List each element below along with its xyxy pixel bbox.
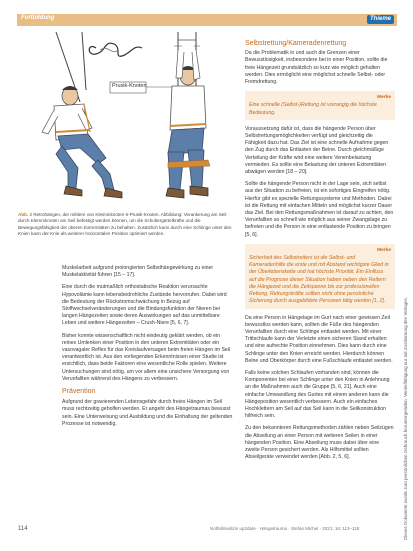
- header-bar: [17, 14, 397, 26]
- note-label: Merke: [377, 247, 391, 253]
- figure-label: Prusik-Knoten: [112, 83, 147, 89]
- note-box: [245, 91, 395, 120]
- section-tag: Fortbildung: [21, 15, 55, 21]
- right-column: [245, 40, 395, 466]
- note-body: Eine schnelle (Selbst-)Rettung ist vorrangig die höchste Bedeutung.: [249, 102, 377, 116]
- page-number: 114: [18, 526, 28, 532]
- paragraph: Da eine Person in Hängelage im Gurt nach einer gewissen Zeit bewusstlos werden kann, sollten die Füße des hängenden Verunfallten durch eine Schlinge entlastet werden. Mit einer Trittschlaufe kann der Verletzte einen sicheren Stand erhalten und eine aufrechte Position einnehmen. Dies kann durch eine Schlinge unter den Knien erreicht werden. Hierdurch können Beine und Oberkörper durch eine Fußschlaufe entlastet werden.: [245, 314, 393, 364]
- section-heading-rescue: Selbstrettung/Kameradenrettung: [245, 40, 347, 47]
- figure-illustration: [18, 32, 234, 210]
- knot-graphic: [89, 43, 142, 56]
- note-body: Sicherheit des Selbstretters ist die Selbst- und Kameradenhilfe die erste und mit Abstand wichtigste Glied in der Überlebenskette und hat höchste Priorität. Ein Einfluss auf die Prognose dieser Situation haben neben den Rettern die Hängezeit und die Zeitspanne bis zur professionellen Rettung. Rettungskräfte sollten nicht ohne persönliche Sicherung durch ausgebildete Personen tätig werden [1, 2].: [249, 255, 389, 305]
- paragraph: Eine durch die mutmaßlich orthostatische Reaktion verursachte Hypovolämie kann lebensbedrohliche Zustände hervorrufen. Dabei wird die Bedeutung der Rückstromschwächung in Bezug auf Stoffwechselveränderungen und die Bindungsfunktion der Nieren bei langen Hängezeiten sowie deren Auswirkungen auf das unmittelbare Leben und weitere Hängezeiten – Crush-Niere [5, 6, 7].: [62, 284, 227, 327]
- note-label: Merke: [377, 95, 391, 101]
- rope-left-2: [82, 32, 86, 90]
- paragraph: Bisher konnte wissenschaftlich nicht eindeutig geklärt werden, ob ein reines Umlenken einer Position in den unteren Extremitäten oder ein vasovagaler Reflex für das Kreislaufversagen beim freien Hängen im Seil verantwortlich ist. Aus den vorliegenden Erkenntnissen einer Studie ist ersichtlich, dass beide Faktoren eine wesentliche Rolle spielen. Weitere Untersuchungen sind nötig, um vor allem eine unsichere Versorgung von Verunfallten während des Hängens zu verbessern.: [62, 332, 231, 382]
- figure-caption: [18, 212, 232, 238]
- harness-illustration: [18, 32, 234, 210]
- left-column: [62, 265, 234, 433]
- section-heading-prevention: Prävention: [62, 388, 96, 396]
- paragraph: Muskelarbeit aufgrund prolongierten Selbsthängewirkung zu einer Muskelaktivität führen [15 – 17].: [62, 265, 214, 279]
- paragraph: Zu den bekannteren Rettungsmethoden zählen neben Seilzügen die Abseilung an einer Person mit weiteren Seilen in einer hängenden Position. Eine Abseilung muss dabei über eine zweite Person gesichert werden. Als Hilfsmittel sollten Abseilgeräte verwendet werden [Abb. 2, 5, 6].: [245, 425, 394, 461]
- note-box: [245, 244, 395, 309]
- left-person: [42, 86, 122, 198]
- paragraph: Aufgrund der gravierenden Lebensgefahr durch freies Hängen im Seil muss rechtzeitig geholfen werden. Er angeht des Hängetraumas bewusst sein. Eine Unterweisung und Ausbildung und die Einhaltung der geltenden Prozesse ist notwendig.: [62, 399, 233, 427]
- side-copyright-note: Dieses Dokument wurde zum persönlichen Gebrauch heruntergeladen. Vervielfältigung nur mit Zustimmung des Verlages.: [403, 296, 408, 540]
- caption-text: Retrohängen, der mittlere von Kleiminknoten 6-Prusik-Knoten. Abbildung: Verankerung am Seil durch Klemmknoten am Seil befestigt werden können, um die Schultergürtelkräfte und die Bewegungsfähigkeit der oberen Extremitäten zu behalten. Zusätzlich kann durch eine Schlinge unter den Knien kann der Knie als weiterer horizontalen Position optimiert werden.: [18, 212, 232, 237]
- right-person: [166, 40, 210, 198]
- paragraph: Da die Problematik in und auch die Grenzen einer Bewusstlosigkeit, insbesondere bei in einer Position, sollte die freie Hängezeit grundsätzlich so kurz wie möglich gehalten werden. Dies ermöglicht eine möglichst schnelle Selbst- oder Fremdrettung.: [245, 50, 388, 86]
- publisher-logo: Thieme: [367, 15, 394, 24]
- paragraph: Sollte die hängende Person nicht in der Lage sein, sich selbst aus der Situation zu befreien, ist ein sofortiges Eingreifen nötig. Hierfür gibt es spezielle Rettungssysteme und Methoden. Dabei ist die Rettung mit einfachen Mitteln und möglichst kurzer Dauer das Ziel. Bei den Rettungsmaßnahmen ist darauf zu achten, den Verunfallten so schnell wie möglich aus seiner Zwangslage zu befreien und die Person in eine entlastende Position zu bringen [5, 6].: [245, 181, 394, 238]
- paragraph: Falls keine solchen Schlaufen vorhanden sind, können die Komponenten bei einer Schlinge unter den Knien in Anlehnung an die Maßnahmen auch die Gruppe [5, 6, 21]. Auch eine einfache Umwandlung des Gurtes mit einem anderen kann die Hängeposition wesentlich verbessern. Auch ein einfaches Hochklettern am Seil auf das Seil kann in die Seilkonstruktion hilfreich sein.: [245, 369, 390, 420]
- paragraph: Voraussetzung dafür ist, dass die hängende Person über Selbstrettungsmöglichkeiten verfügt und gleichzeitig die Fähigkeit dazu hat. Das Ziel ist eine schnelle Aufnahme gegen den Zug durch das Entlasten der Beine. Durch gleichmäßige Verteilung der Kräfte wird eine weitere Venenbelastung vermieden. Es sollte eine Belastung der unteren Extremitäten abwägen werden [18 – 20].: [245, 125, 389, 176]
- footer-citation: Notfallmedizin up2date · Hängetrauma · Stefan Michel · 2021; 16: 113–118: [210, 526, 360, 531]
- caption-number: Abb. 2: [18, 212, 33, 217]
